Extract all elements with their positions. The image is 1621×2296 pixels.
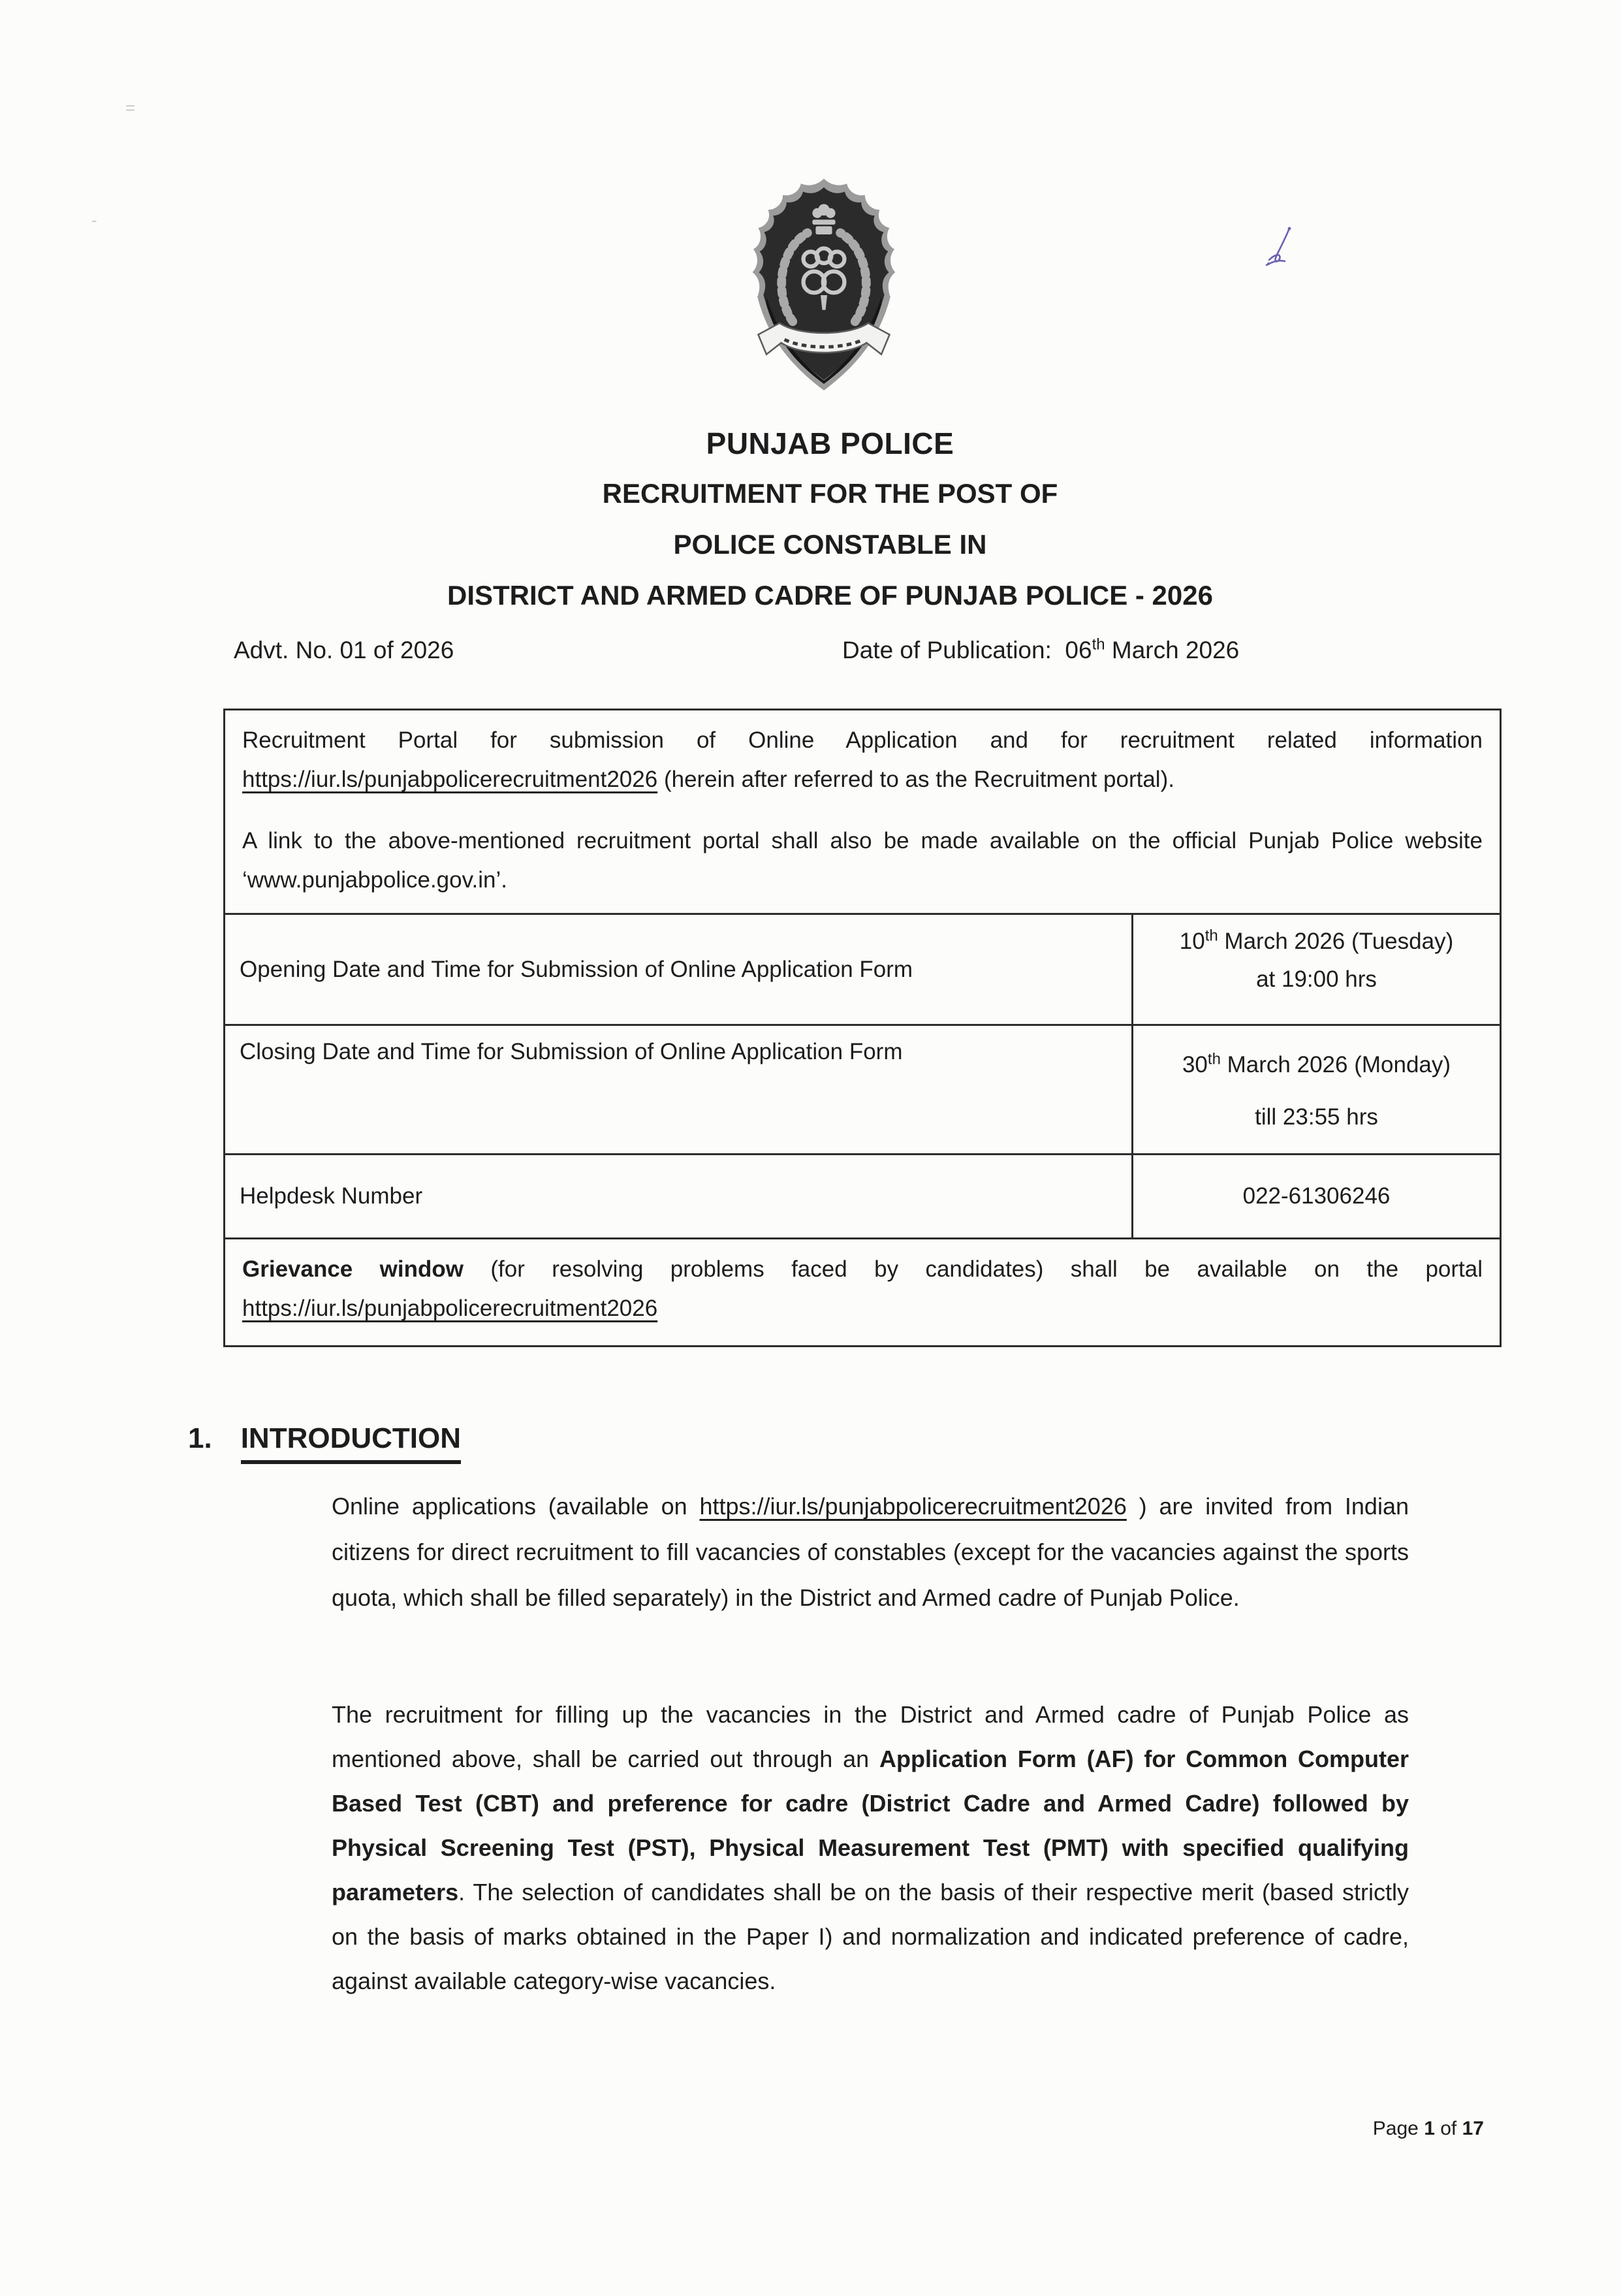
para2-bold-text: Application Form (AF) for Common Computer Based Test (CBT) and preference for cadre (District Cadre and Armed Cadre) followed by Physical Screening Test (PST), Physical Measurement Test (PMT) with specified qualifying parameters [332,1746,1409,1905]
footer-of-label: of [1440,2118,1457,2139]
doc-title-line2: POLICE CONSTABLE IN [673,529,987,560]
opening-date-rest: March 2026 (Tuesday) [1218,929,1454,954]
closing-date-rest: March 2026 (Monday) [1220,1052,1451,1077]
portal-info-cell [225,710,1500,913]
para1-text-after: ) are invited from Indian citizens for direct recruitment to fill vacancies of constables (except for the vacancies against the sports quota, which shall be filled separately) in the District and Armed cadre of Punjab Police. [332,1493,1409,1611]
portal-url-link[interactable]: https://iur.ls/punjabpolicerecruitment2026 [242,767,658,792]
closing-day: 30 [1182,1052,1208,1077]
scan-smudge: = [125,98,136,118]
grievance-bold-label: Grievance window [242,1256,464,1282]
footer-page-label: Page [1372,2118,1419,2139]
page-footer [1373,2118,1484,2140]
section-heading-introduction [188,1422,461,1464]
footer-total-pages: 17 [1462,2118,1484,2139]
title-block [20,426,1621,631]
recruitment-info-table [223,709,1502,1347]
opening-time: at 19:00 hrs [1256,966,1377,992]
grievance-paragraph [242,1250,1483,1328]
intro-paragraph-1 [332,1484,1409,1621]
intro-url-link[interactable]: https://iur.ls/punjabpolicerecruitment2026 [699,1493,1127,1520]
footer-page-number: 1 [1424,2118,1435,2139]
scan-smudge: - [91,210,97,230]
helpdesk-label: Helpdesk Number [240,1183,423,1209]
helpdesk-number: 022-61306246 [1131,1155,1500,1237]
section-title: INTRODUCTION [241,1422,461,1464]
closing-ordinal: th [1207,1050,1221,1068]
doc-title-line3: DISTRICT AND ARMED CADRE OF PUNJAB POLICE - 2026 [447,580,1213,611]
punjab-police-badge [740,174,908,404]
table-row-opening-date [225,913,1500,1024]
table-row-closing-date [225,1024,1500,1153]
grievance-url-link[interactable]: https://iur.ls/punjabpolicerecruitment2026 [242,1296,658,1321]
intro-paragraph-2 [332,1693,1409,2003]
portal-paragraph [242,721,1483,799]
table-row-helpdesk [225,1153,1500,1237]
pen-mark [1260,222,1306,281]
publication-date [842,637,1239,664]
publication-day: 06 [1065,637,1092,663]
opening-date-value [1131,915,1500,1024]
website-paragraph: A link to the above-mentioned recruitment portal shall also be made available on the official Punjab Police website ‘www.punjabpolice.gov.in’. [242,828,1483,893]
publication-ordinal: th [1092,635,1105,654]
grievance-cell [225,1237,1500,1345]
section-number: 1. [188,1422,212,1454]
para2-text-after: . The selection of candidates shall be on the basis of their respective merit (based strictly on the basis of marks obtained in the Paper I) and normalization and indicated preference of cadre, against available category-wise vacancies. [332,1879,1409,1994]
closing-date-value [1131,1026,1500,1153]
para2-text: The recruitment for filling up the vacancies in the District and Armed cadre of Punjab Police as mentioned above, shall be carried out through an [332,1701,1409,1772]
org-title: PUNJAB POLICE [706,426,954,460]
closing-date-label: Closing Date and Time for Submission of Online Application Form [240,1039,903,1064]
closing-time: till 23:55 hrs [1255,1104,1378,1130]
opening-date-label: Opening Date and Time for Submission of Online Application Form [240,956,913,982]
advt-number: Advt. No. 01 of 2026 [234,637,454,663]
publication-month-year: March 2026 [1105,637,1240,663]
doc-title-line1: RECRUITMENT FOR THE POST OF [602,478,1058,509]
portal-text: Recruitment Portal for submission of Online Application and for recruitment related information [242,727,1483,753]
para1-text: Online applications (available on [332,1493,700,1520]
opening-day: 10 [1179,929,1205,954]
grievance-text: (for resolving problems faced by candidates) shall be available on the portal [463,1256,1483,1282]
opening-ordinal: th [1204,927,1218,945]
portal-text-after: (herein after referred to as the Recruitment portal). [657,767,1174,792]
publication-date-label: Date of Publication: [842,637,1052,663]
